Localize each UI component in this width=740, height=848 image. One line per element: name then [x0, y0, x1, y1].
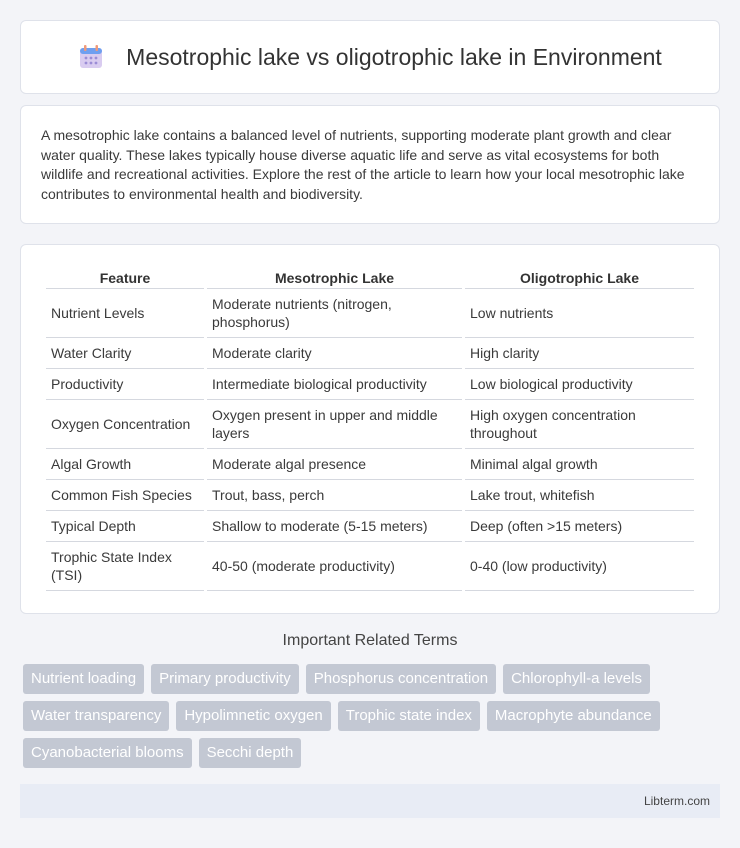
table-row	[46, 400, 694, 449]
related-term-tag[interactable]: Macrophyte abundance	[487, 701, 660, 731]
table-cell: Moderate algal presence	[207, 449, 462, 480]
table-cell: Low biological productivity	[465, 369, 694, 400]
related-term-tag[interactable]: Water transparency	[23, 701, 169, 731]
intro-section	[20, 105, 720, 224]
related-term-tag[interactable]: Nutrient loading	[23, 664, 144, 694]
related-term-tag[interactable]: Hypolimnetic oxygen	[176, 701, 330, 731]
related-term-tag[interactable]: Phosphorus concentration	[306, 664, 496, 694]
related-term-tag[interactable]: Trophic state index	[338, 701, 480, 731]
column-header-oligotrophic: Oligotrophic Lake	[465, 265, 694, 289]
table-cell: Common Fish Species	[46, 480, 204, 511]
related-terms-title: Important Related Terms	[282, 632, 458, 649]
related-term-tag[interactable]: Cyanobacterial blooms	[23, 738, 192, 768]
table-cell: Low nutrients	[465, 289, 694, 338]
table-cell: High clarity	[465, 338, 694, 369]
table-cell: 40-50 (moderate productivity)	[207, 542, 462, 591]
comparison-table-card	[20, 244, 720, 614]
table-row	[46, 480, 694, 511]
table-cell: Productivity	[46, 369, 204, 400]
table-row	[46, 338, 694, 369]
table-cell: Nutrient Levels	[46, 289, 204, 338]
intro-text: A mesotrophic lake contains a balanced level of nutrients, supporting moderate plant growth and clear water quality. These lakes typically house diverse aquatic life and serve as vital ecosystems for both wildlife and recreational activities. Explore the rest of the article to learn how your local mesotrophic lake contributes to environmental health and biodiversity.	[41, 127, 685, 202]
page-title: Mesotrophic lake vs oligotrophic lake in Environment	[126, 43, 662, 70]
footer-site-link[interactable]: Libterm.com	[643, 794, 710, 808]
table-cell: Deep (often >15 meters)	[465, 511, 694, 542]
table-cell: Moderate clarity	[207, 338, 462, 369]
column-header-mesotrophic: Mesotrophic Lake	[207, 265, 462, 289]
table-cell: Trout, bass, perch	[207, 480, 462, 511]
table-row	[46, 289, 694, 338]
table-cell: Shallow to moderate (5-15 meters)	[207, 511, 462, 542]
table-cell: Intermediate biological productivity	[207, 369, 462, 400]
table-cell: Moderate nutrients (nitrogen, phosphorus)	[207, 289, 462, 338]
related-terms-list	[0, 664, 700, 775]
table-cell: Minimal algal growth	[465, 449, 694, 480]
related-term-tag[interactable]: Chlorophyll-a levels	[503, 664, 650, 694]
footer	[20, 784, 720, 818]
related-terms-section	[0, 632, 740, 775]
column-header-feature: Feature	[46, 265, 204, 289]
table-cell: 0-40 (low productivity)	[465, 542, 694, 591]
table-cell: Algal Growth	[46, 449, 204, 480]
comparison-table	[43, 265, 697, 591]
table-cell: Typical Depth	[46, 511, 204, 542]
calendar-icon	[78, 44, 104, 70]
table-cell: Oxygen present in upper and middle layers	[207, 400, 462, 449]
table-row	[46, 369, 694, 400]
page-header	[20, 20, 720, 94]
table-cell: Oxygen Concentration	[46, 400, 204, 449]
table-row	[46, 511, 694, 542]
table-cell: Trophic State Index (TSI)	[46, 542, 204, 591]
table-row	[46, 542, 694, 591]
related-term-tag[interactable]: Primary productivity	[151, 664, 299, 694]
table-row	[46, 449, 694, 480]
related-term-tag[interactable]: Secchi depth	[199, 738, 302, 768]
table-cell: Water Clarity	[46, 338, 204, 369]
table-cell: High oxygen concentration throughout	[465, 400, 694, 449]
table-cell: Lake trout, whitefish	[465, 480, 694, 511]
